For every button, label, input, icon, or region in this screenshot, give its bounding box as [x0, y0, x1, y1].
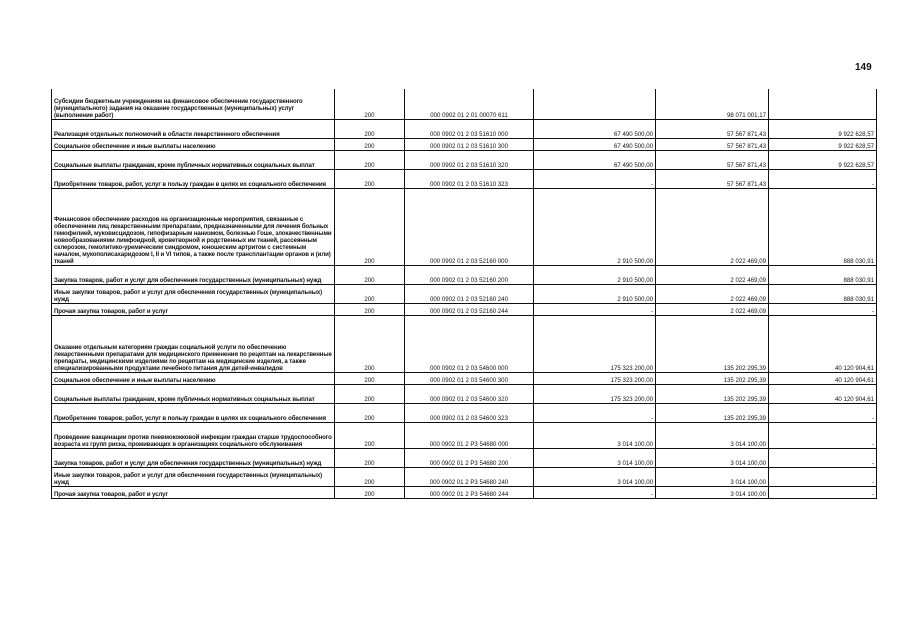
- row-kbk: 000 0902 01 2 03 52160 240: [405, 284, 534, 303]
- row-kbk: 000 0902 01 2 03 52160 200: [405, 265, 534, 284]
- table-row: [52, 89, 877, 119]
- row-kbk: 000 0902 01 2 03 54600 300: [405, 372, 534, 384]
- row-kbk: 000 0902 01 2 01 00070 611: [405, 89, 534, 119]
- row-unexecuted: 9 922 628,57: [769, 150, 877, 169]
- row-assigned: 3 014 100,00: [534, 448, 656, 467]
- budget-execution-table: [51, 89, 877, 499]
- row-kbk: 000 0902 01 2 03 54600 000: [405, 315, 534, 372]
- row-name: Социальные выплаты гражданам, кроме публичных нормативных социальных выплат: [52, 384, 335, 403]
- row-kbk: 000 0902 01 2 Р3 54680 200: [405, 448, 534, 467]
- row-name: Финансовое обеспечение расходов на организационные мероприятия, связанные с обеспечением лиц лекарственными препаратами, предназначенными для лечения больных гемофилией, муковисцидозом, гипофизарным нанизмом, болезнью Гоше, злокачественными новообразованиями лимфоидной, кроветворной и родственных им тканей, рассеянным склерозом, гемолитико-уремическим синдромом, юношеским артритом с системным началом, мукополисахаридозом I, II и VI типов, а также после трансплантации органов и (или) тканей: [52, 188, 335, 265]
- row-assigned: -: [534, 303, 656, 315]
- row-unexecuted: [769, 89, 877, 119]
- row-assigned: 2 910 500,00: [534, 188, 656, 265]
- row-name: Социальные выплаты гражданам, кроме публичных нормативных социальных выплат: [52, 150, 335, 169]
- row-name: Социальное обеспечение и иные выплаты населению: [52, 372, 335, 384]
- row-name: Приобретение товаров, работ, услуг в пользу граждан в целях их социального обеспечения: [52, 169, 335, 188]
- row-kbk: 000 0902 01 2 03 51610 300: [405, 138, 534, 150]
- table-row: [52, 169, 877, 188]
- row-kbk: 000 0902 01 2 03 52160 000: [405, 188, 534, 265]
- row-code: 200: [335, 284, 405, 303]
- row-code: 200: [335, 403, 405, 422]
- row-assigned: -: [534, 486, 656, 498]
- row-unexecuted: -: [769, 422, 877, 448]
- row-executed: 57 567 871,43: [656, 169, 769, 188]
- row-executed: 2 022 469,09: [656, 265, 769, 284]
- row-unexecuted: -: [769, 403, 877, 422]
- table-row: [52, 448, 877, 467]
- row-unexecuted: 40 120 904,61: [769, 384, 877, 403]
- page-number: 149: [855, 62, 872, 73]
- row-executed: 2 022 469,09: [656, 284, 769, 303]
- table-row: [52, 303, 877, 315]
- row-unexecuted: -: [769, 467, 877, 486]
- table-row: [52, 315, 877, 372]
- table-row: [52, 422, 877, 448]
- row-assigned: -: [534, 169, 656, 188]
- row-assigned: [534, 89, 656, 119]
- row-name: Закупка товаров, работ и услуг для обеспечения государственных (муниципальных) нужд: [52, 265, 335, 284]
- row-code: 200: [335, 422, 405, 448]
- row-unexecuted: 9 922 628,57: [769, 119, 877, 138]
- row-kbk: 000 0902 01 2 03 51610 000: [405, 119, 534, 138]
- row-assigned: 175 323 200,00: [534, 372, 656, 384]
- row-kbk: 000 0902 01 2 Р3 54680 000: [405, 422, 534, 448]
- row-code: 200: [335, 315, 405, 372]
- row-executed: 135 202 295,39: [656, 384, 769, 403]
- row-assigned: 175 323 200,00: [534, 384, 656, 403]
- row-name: Реализация отдельных полномочий в области лекарственного обеспечения: [52, 119, 335, 138]
- row-executed: 2 022 469,09: [656, 188, 769, 265]
- row-name: Иные закупки товаров, работ и услуг для обеспечения государственных (муниципальных) нужд: [52, 284, 335, 303]
- row-code: 200: [335, 303, 405, 315]
- row-unexecuted: 888 030,91: [769, 284, 877, 303]
- row-code: 200: [335, 119, 405, 138]
- row-assigned: 67 490 500,00: [534, 150, 656, 169]
- row-assigned: 2 910 500,00: [534, 284, 656, 303]
- row-name: Социальное обеспечение и иные выплаты населению: [52, 138, 335, 150]
- row-name: Субсидии бюджетным учреждениям на финансовое обеспечение государственного (муниципального) задания на оказание государственных (муниципальных) услуг (выполнение работ): [52, 89, 335, 119]
- table-row: [52, 265, 877, 284]
- table-row: [52, 467, 877, 486]
- row-kbk: 000 0902 01 2 Р3 54680 240: [405, 467, 534, 486]
- row-name: Иные закупки товаров, работ и услуг для обеспечения государственных (муниципальных) нужд: [52, 467, 335, 486]
- row-assigned: 67 490 500,00: [534, 138, 656, 150]
- row-assigned: 175 323 200,00: [534, 315, 656, 372]
- row-executed: 57 567 871,43: [656, 138, 769, 150]
- row-kbk: 000 0902 01 2 03 52160 244: [405, 303, 534, 315]
- row-code: 200: [335, 372, 405, 384]
- row-code: 200: [335, 384, 405, 403]
- row-code: 200: [335, 448, 405, 467]
- table-row: [52, 138, 877, 150]
- row-executed: 3 014 100,00: [656, 422, 769, 448]
- row-executed: 57 567 871,43: [656, 119, 769, 138]
- row-kbk: 000 0902 01 2 03 54600 323: [405, 403, 534, 422]
- table-row: [52, 486, 877, 498]
- row-assigned: 67 490 500,00: [534, 119, 656, 138]
- row-kbk: 000 0902 01 2 Р3 54680 244: [405, 486, 534, 498]
- row-code: 200: [335, 169, 405, 188]
- row-name: Оказание отдельным категориям граждан социальной услуги по обеспечению лекарственными препаратами для медицинского применения по рецептам на лекарственные препараты, медицинскими изделиями по рецептам на медицинские изделия, а также специализированными продуктами лечебного питания для детей-инвалидов: [52, 315, 335, 372]
- row-unexecuted: 888 030,91: [769, 188, 877, 265]
- row-unexecuted: -: [769, 486, 877, 498]
- row-name: Закупка товаров, работ и услуг для обеспечения государственных (муниципальных) нужд: [52, 448, 335, 467]
- table-row: [52, 372, 877, 384]
- row-unexecuted: -: [769, 169, 877, 188]
- row-executed: 135 202 295,39: [656, 403, 769, 422]
- row-executed: 57 567 871,43: [656, 150, 769, 169]
- row-name: Прочая закупка товаров, работ и услуг: [52, 486, 335, 498]
- row-assigned: 2 910 500,00: [534, 265, 656, 284]
- row-executed: 2 022 469,09: [656, 303, 769, 315]
- row-kbk: 000 0902 01 2 03 51610 320: [405, 150, 534, 169]
- row-kbk: 000 0902 01 2 03 51610 323: [405, 169, 534, 188]
- row-executed: 3 014 100,00: [656, 448, 769, 467]
- row-executed: 135 202 295,39: [656, 372, 769, 384]
- table-row: [52, 188, 877, 265]
- row-executed: 3 014 100,00: [656, 467, 769, 486]
- table-row: [52, 284, 877, 303]
- row-unexecuted: -: [769, 448, 877, 467]
- row-kbk: 000 0902 01 2 03 54600 320: [405, 384, 534, 403]
- table-row: [52, 384, 877, 403]
- row-executed: 98 071 001,17: [656, 89, 769, 119]
- row-assigned: -: [534, 403, 656, 422]
- table-row: [52, 150, 877, 169]
- row-unexecuted: 40 120 904,61: [769, 315, 877, 372]
- table-row: [52, 403, 877, 422]
- row-code: 200: [335, 486, 405, 498]
- row-name: Проведение вакцинации против пневмококковой инфекции граждан старше трудоспособного возраста из групп риска, проживающих в организациях социального обслуживания: [52, 422, 335, 448]
- row-assigned: 3 014 100,00: [534, 422, 656, 448]
- row-executed: 135 202 295,39: [656, 315, 769, 372]
- row-code: 200: [335, 89, 405, 119]
- row-unexecuted: -: [769, 303, 877, 315]
- row-unexecuted: 40 120 904,61: [769, 372, 877, 384]
- table-row: [52, 119, 877, 138]
- row-unexecuted: 888 030,91: [769, 265, 877, 284]
- row-unexecuted: 9 922 628,57: [769, 138, 877, 150]
- row-code: 200: [335, 188, 405, 265]
- row-code: 200: [335, 467, 405, 486]
- row-name: Прочая закупка товаров, работ и услуг: [52, 303, 335, 315]
- row-code: 200: [335, 138, 405, 150]
- row-code: 200: [335, 150, 405, 169]
- row-assigned: 3 014 100,00: [534, 467, 656, 486]
- row-executed: 3 014 100,00: [656, 486, 769, 498]
- row-code: 200: [335, 265, 405, 284]
- row-name: Приобретение товаров, работ, услуг в пользу граждан в целях их социального обеспечения: [52, 403, 335, 422]
